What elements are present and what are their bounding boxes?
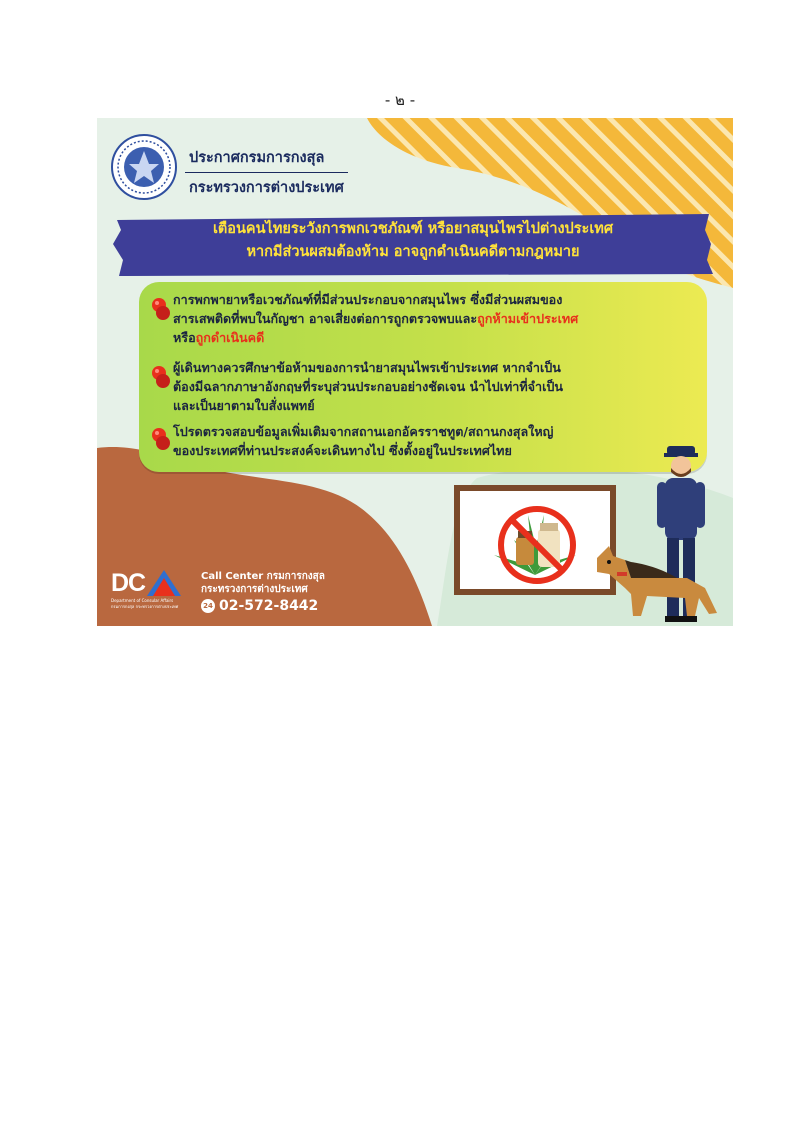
logo-text: DC [111,569,146,597]
warning-banner-text [113,218,713,264]
call-center-info [201,570,325,614]
dog-icon [597,546,717,616]
phone-24h-icon: 24 [201,599,215,613]
call-center-ministry: กระทรวงการต่างประเทศ [201,584,308,595]
banner-line-2: หากมีส่วนผสมต้องห้าม อาจถูกดำเนินคดีตามกฎหมาย [246,244,580,260]
advice-item-1: การพกพายาหรือเวชภัณฑ์ที่มีส่วนประกอบจากสมุนไพร ซึ่งมีส่วนผสมของ สารเสพติดที่พบในกัญชา อาจเสี่ยงต่อการถูกตรวจพบและถูกห้ามเข้าประเทศ หรือถูกดำเนินคดี [173,292,579,345]
advisory-poster [97,118,733,626]
page-number: - ๒ - [384,91,416,109]
logo-subtitle-en: Department of Consular Affairs [111,598,174,603]
triangle-logo-icon [145,568,183,598]
advice-item-3: โปรดตรวจสอบข้อมูลเพิ่มเติมจากสถานเอกอัครราชทูต/สถานกงสุลใหญ่ ของประเทศที่ท่านประสงค์จะเดินทางไป ซึ่งตั้งอยู่ในประเทศไทย [173,424,554,458]
advice-item-2: ผู้เดินทางควรศึกษาข้อห้ามของการนำยาสมุนไพรเข้าประเทศ หากจำเป็น ต้องมีฉลากภาษาอังกฤษที่ระบุส่วนประกอบอย่างชัดเจน นำไปเท่าที่จำเป็น และเป็นยาตามใบสั่งแพทย์ [173,360,564,413]
ministry-seal-icon [111,134,177,200]
pushpin-icon [149,364,173,390]
header-department: ประกาศกรมการกงสุล [185,146,348,173]
logo-subtitle-th: กรมการกงสุล กระทรวงการต่างประเทศ [111,604,179,609]
pushpin-icon [149,426,173,452]
dca-logo [111,568,183,610]
header-ministry: กระทรวงการต่างประเทศ [189,180,344,196]
call-center-label: Call Center กรมการกงสุล [201,571,325,582]
officer-with-dog-illustration [587,438,733,626]
call-center-phone: 02-572-8442 [219,598,319,614]
poster-header [185,146,348,199]
pushpin-icon [149,296,173,322]
banner-line-1: เตือนคนไทยระวังการพกเวชภัณฑ์ หรือยาสมุนไพรไปต่างประเทศ [212,221,614,237]
